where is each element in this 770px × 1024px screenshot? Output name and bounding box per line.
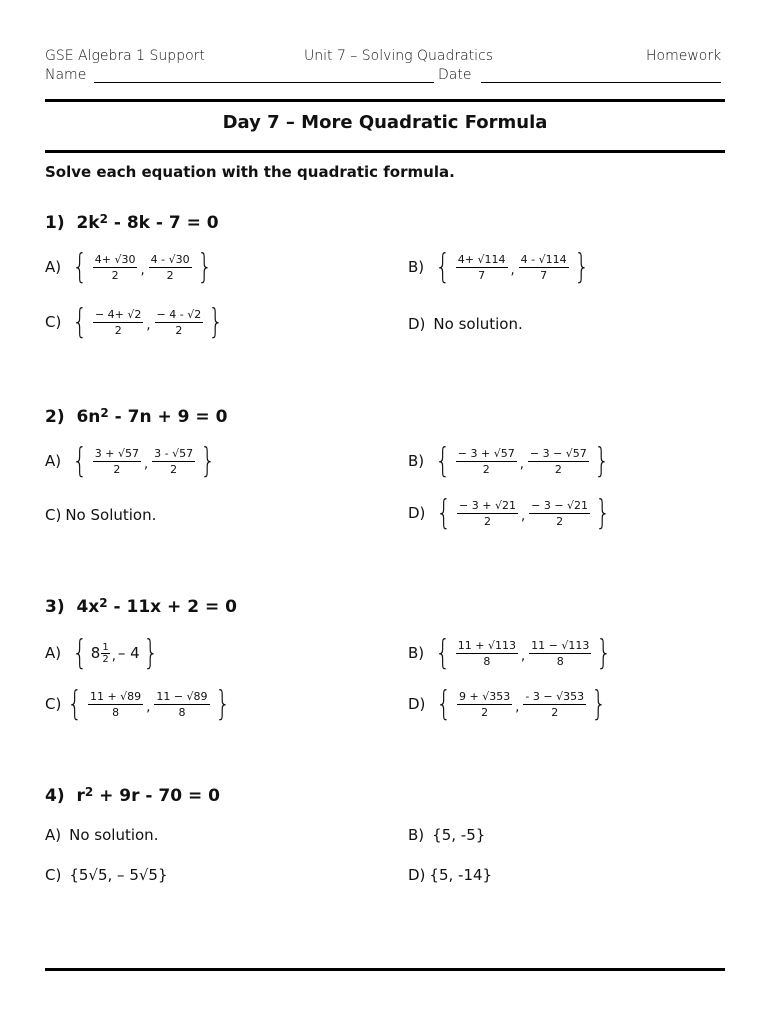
comma: , (143, 456, 149, 472)
comma: , (515, 699, 520, 715)
fraction (529, 639, 591, 668)
comma: , (146, 699, 151, 715)
choice-text: No solution. (69, 826, 159, 844)
choice-label: B) (408, 644, 425, 662)
numerator: − 3 − √21 (531, 498, 589, 512)
numerator: 3 + √57 (94, 446, 139, 460)
q2-choice-c[interactable] (45, 506, 156, 524)
numerator: - 3 − √353 (525, 689, 585, 703)
fraction (93, 308, 143, 337)
choice-label: C) (45, 506, 62, 524)
denominator: 2 (114, 323, 122, 337)
fraction (456, 447, 517, 476)
close-brace: } (595, 493, 611, 533)
equation-lead: 4x (76, 597, 100, 617)
assignment-type: Homework (646, 48, 722, 64)
equation-lead: 6n (76, 407, 101, 427)
page-title: Day 7 – More Quadratic Formula (222, 112, 548, 133)
fraction (88, 690, 143, 719)
denominator: 2 (482, 462, 490, 476)
equation-lead: 2k (76, 213, 100, 233)
exponent: 2 (99, 596, 108, 610)
open-brace: { (435, 247, 451, 287)
date-line[interactable] (481, 82, 721, 83)
numerator: 4 - √114 (520, 252, 567, 266)
title-rule (45, 150, 725, 153)
question-number: 2) (45, 407, 65, 427)
denominator: 8 (178, 705, 186, 719)
fraction (101, 642, 109, 665)
numerator: 1 (102, 641, 109, 653)
date-label: Date (438, 67, 472, 83)
fraction (152, 447, 195, 476)
equation-rest: - 7n + 9 = 0 (108, 407, 228, 427)
denominator: 8 (556, 654, 564, 668)
numerator: 4+ √30 (94, 252, 136, 266)
numerator: − 3 + √21 (459, 498, 516, 512)
numerator: − 4 - √2 (156, 307, 202, 321)
q4-choice-c[interactable] (45, 866, 168, 884)
fraction (155, 308, 204, 337)
fraction (456, 253, 508, 282)
question-4-title (45, 785, 220, 806)
comma: , (140, 262, 145, 278)
numerator: − 3 + √57 (457, 446, 515, 460)
open-brace: { (435, 633, 451, 673)
equation-lead: r (76, 786, 85, 806)
q1-choice-c[interactable] (45, 302, 227, 342)
q3-choice-b[interactable] (408, 633, 615, 673)
mixed-whole: 8 (90, 644, 101, 662)
numerator: − 4+ √2 (94, 307, 142, 321)
close-brace: } (214, 684, 230, 724)
open-brace: { (72, 302, 88, 342)
close-brace: } (591, 684, 607, 724)
choice-label: A) (45, 258, 62, 276)
exponent: 2 (84, 785, 94, 799)
denominator: 2 (113, 462, 121, 476)
equation-rest: - 8k - 7 = 0 (107, 213, 219, 233)
q4-choice-a[interactable] (45, 826, 158, 844)
fraction (93, 447, 141, 476)
denominator: 2 (175, 323, 183, 337)
numerator: 4+ √114 (457, 252, 506, 266)
fraction (519, 253, 569, 282)
q2-choice-d[interactable] (408, 493, 614, 533)
q3-choice-d[interactable] (408, 684, 610, 724)
q4-choice-b[interactable] (408, 826, 485, 844)
course-name: GSE Algebra 1 Support (45, 48, 205, 64)
question-3-title (45, 596, 237, 617)
close-brace: } (208, 302, 224, 342)
denominator: 2 (170, 462, 178, 476)
denominator: 7 (478, 268, 486, 282)
choice-text: No solution. (433, 315, 523, 333)
comma: , (519, 456, 524, 472)
q3-choice-c[interactable] (45, 684, 233, 724)
comma: , (146, 317, 151, 333)
open-brace: { (72, 441, 88, 481)
choice-text: {5, -5} (432, 826, 486, 844)
comma: , (520, 508, 526, 524)
choice-label: B) (408, 452, 425, 470)
choice-label: A) (45, 452, 62, 470)
fraction (456, 639, 518, 668)
open-brace: { (72, 247, 88, 287)
open-brace: { (72, 633, 88, 673)
open-brace: { (436, 493, 452, 533)
comma: , (510, 262, 515, 278)
fraction (154, 690, 209, 719)
denominator: 2 (484, 514, 492, 528)
denominator: 2 (554, 462, 562, 476)
q3-choice-a[interactable] (45, 633, 161, 673)
unit-name: Unit 7 – Solving Quadratics (304, 48, 494, 64)
numerator: − 3 − √57 (529, 446, 587, 460)
choice-text: No Solution. (65, 506, 157, 524)
choice-label: B) (408, 258, 425, 276)
exponent: 2 (100, 406, 109, 420)
choice-text: {5√5, – 5√5} (69, 866, 168, 884)
denominator: 2 (166, 268, 174, 282)
instructions: Solve each equation with the quadratic formula. (45, 163, 455, 181)
close-brace: } (200, 441, 216, 481)
choice-label: C) (45, 866, 62, 884)
open-brace: { (435, 441, 451, 481)
comma: , (111, 648, 116, 664)
close-brace: } (196, 247, 212, 287)
equation-rest: - 11x + 2 = 0 (107, 597, 237, 617)
numerator: 11 + √113 (457, 638, 517, 652)
q4-choice-d[interactable] (408, 866, 492, 884)
name-line[interactable] (94, 82, 434, 83)
q1-choice-b[interactable] (408, 247, 592, 287)
open-brace: { (436, 684, 452, 724)
question-1-title (45, 212, 219, 233)
top-rule (45, 99, 725, 102)
choice-label: D) (408, 695, 426, 713)
bottom-rule (45, 968, 725, 971)
denominator: 2 (102, 653, 109, 665)
numerator: 3 - √57 (154, 446, 194, 460)
denominator: 2 (551, 705, 559, 719)
close-brace: } (594, 441, 610, 481)
choice-rest: – 4 (117, 644, 140, 662)
fraction (149, 253, 192, 282)
choice-text: {5, -14} (429, 866, 493, 884)
question-number: 3) (45, 597, 65, 617)
choice-label: C) (45, 313, 62, 331)
numerator: 11 − √89 (156, 689, 208, 703)
open-brace: { (67, 684, 83, 724)
fraction (93, 253, 138, 282)
denominator: 7 (540, 268, 548, 282)
fraction (528, 447, 589, 476)
choice-label: A) (45, 644, 62, 662)
denominator: 8 (483, 654, 491, 668)
exponent: 2 (99, 212, 108, 226)
q1-choice-d[interactable] (408, 315, 523, 333)
q1-choice-a[interactable] (45, 247, 215, 287)
numerator: 4 - √30 (150, 252, 190, 266)
close-brace: } (596, 633, 612, 673)
choice-label: D) (408, 504, 426, 522)
denominator: 2 (481, 705, 489, 719)
comma: , (521, 648, 526, 664)
fraction (457, 499, 518, 528)
name-label: Name (45, 67, 87, 83)
q2-choice-a[interactable] (45, 441, 219, 481)
close-brace: } (573, 247, 590, 287)
denominator: 8 (112, 705, 120, 719)
choice-label: D) (408, 866, 426, 884)
denominator: 2 (556, 514, 564, 528)
choice-label: B) (408, 826, 425, 844)
choice-label: A) (45, 826, 62, 844)
close-brace: } (142, 633, 159, 673)
question-2-title (45, 406, 227, 427)
fraction (457, 690, 512, 719)
fraction (529, 499, 590, 528)
question-number: 4) (45, 786, 65, 806)
choice-label: D) (408, 315, 426, 333)
denominator: 2 (111, 268, 119, 282)
question-number: 1) (45, 213, 65, 233)
numerator: 9 + √353 (459, 689, 511, 703)
q2-choice-b[interactable] (408, 441, 612, 481)
choice-label: C) (45, 695, 62, 713)
equation-rest: + 9r - 70 = 0 (93, 786, 220, 806)
numerator: 11 + √89 (89, 689, 142, 703)
fraction (523, 690, 586, 719)
numerator: 11 − √113 (531, 638, 590, 652)
